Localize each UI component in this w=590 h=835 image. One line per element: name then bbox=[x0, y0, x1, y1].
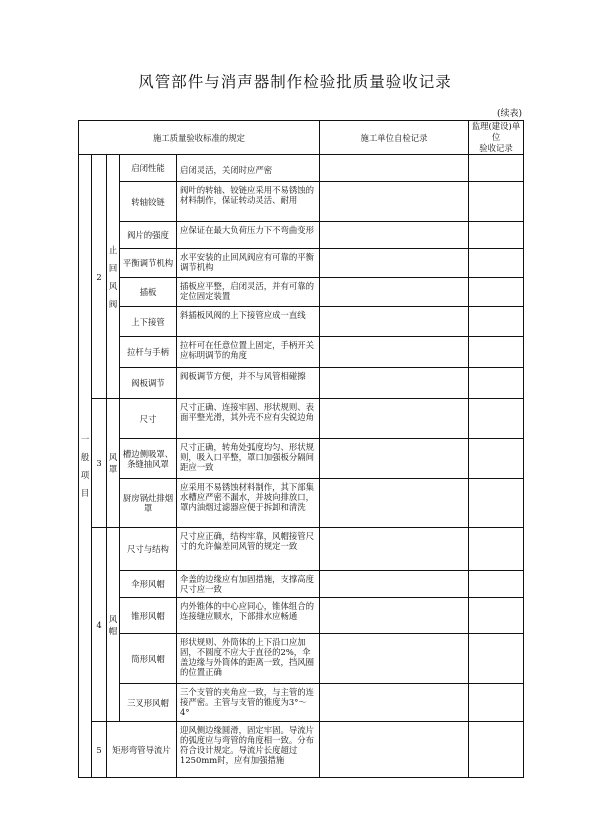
item-name: 上下接管 bbox=[120, 307, 177, 337]
group-num: 4 bbox=[92, 528, 107, 722]
group-name-cell bbox=[107, 155, 120, 399]
table-row bbox=[79, 182, 524, 222]
self-check-cell[interactable] bbox=[320, 307, 469, 337]
supervisor-cell[interactable] bbox=[469, 337, 524, 368]
item-name: 插板 bbox=[120, 278, 177, 307]
header-standard: 施工质量验收标准的规定 bbox=[79, 121, 320, 155]
group-name-cell bbox=[107, 528, 120, 722]
self-check-cell[interactable] bbox=[320, 571, 469, 598]
item-requirement: 水平安装的止回风阀应有可靠的平衡调节机构 bbox=[177, 249, 320, 278]
item-requirement: 插板应平整，启闭灵活，并有可靠的定位固定装置 bbox=[177, 278, 320, 307]
table-row bbox=[79, 528, 524, 571]
supervisor-cell[interactable] bbox=[469, 368, 524, 399]
supervisor-cell[interactable] bbox=[469, 439, 524, 479]
supervisor-cell[interactable] bbox=[469, 222, 524, 249]
item-requirement: 三个支管的夹角应一致，与主管的连接严密。主管与支管的锥度为3°～4° bbox=[177, 684, 320, 722]
item-name: 三叉形风帽 bbox=[120, 684, 177, 722]
item-name: 筒形风帽 bbox=[120, 634, 177, 684]
table-row bbox=[79, 634, 524, 684]
table-row bbox=[79, 155, 524, 182]
item-name: 阀片的强度 bbox=[120, 222, 177, 249]
self-check-cell[interactable] bbox=[320, 399, 469, 439]
table-row bbox=[79, 571, 524, 598]
group-num: 2 bbox=[92, 155, 107, 399]
supervisor-cell[interactable] bbox=[469, 479, 524, 528]
table-row bbox=[79, 222, 524, 249]
self-check-cell[interactable] bbox=[320, 634, 469, 684]
supervisor-cell[interactable] bbox=[469, 571, 524, 598]
table-row bbox=[79, 307, 524, 337]
table-row bbox=[79, 337, 524, 368]
header-supervisor: 监理(建设)单位 验收记录 bbox=[469, 121, 524, 155]
item-name: 槽边侧吸罩、条缝抽风罩 bbox=[120, 439, 177, 479]
self-check-cell[interactable] bbox=[320, 182, 469, 222]
item-name: 厨房锅灶排烟罩 bbox=[120, 479, 177, 528]
item-requirement: 启闭灵活，关闭时应严密 bbox=[177, 155, 320, 182]
item-requirement: 应保证在最大负荷压力下不弯曲变形 bbox=[177, 222, 320, 249]
supervisor-cell[interactable] bbox=[469, 182, 524, 222]
supervisor-cell[interactable] bbox=[469, 598, 524, 634]
self-check-cell[interactable] bbox=[320, 278, 469, 307]
item-requirement: 形状规则、外筒体的上下沿口应加固，不圆度不应大于直径的2%，伞盖边缘与外筒体的距离一致，挡风圈的位置正确 bbox=[177, 634, 320, 684]
self-check-cell[interactable] bbox=[320, 684, 469, 722]
item-name: 阀板调节 bbox=[120, 368, 177, 399]
table-row bbox=[79, 439, 524, 479]
item-name: 尺寸与结构 bbox=[120, 528, 177, 571]
inspection-table bbox=[78, 120, 524, 778]
item-requirement: 应采用不易锈蚀材料制作，其下部集水槽应严密不漏水，并坡向排放口，罩内油烟过滤器应便于拆卸和清洗 bbox=[177, 479, 320, 528]
supervisor-cell[interactable] bbox=[469, 155, 524, 182]
item-name: 矩形弯管导流片 bbox=[107, 722, 177, 778]
item-requirement: 尺寸应正确，结构牢靠，风帽接管尺寸的允许偏差同风管的规定一致 bbox=[177, 528, 320, 571]
table-row bbox=[79, 399, 524, 439]
item-requirement: 迎风侧边缘圆滑，固定牢固。导流片的弧度应与弯管的角度相一致。分布符合设计规定。导流片长度超过1250mm时，应有加强措施 bbox=[177, 722, 320, 778]
self-check-cell[interactable] bbox=[320, 337, 469, 368]
group-name: 风帽 bbox=[108, 613, 118, 636]
supervisor-cell[interactable] bbox=[469, 722, 524, 778]
supervisor-cell[interactable] bbox=[469, 634, 524, 684]
supervisor-cell[interactable] bbox=[469, 278, 524, 307]
item-name: 启闭性能 bbox=[120, 155, 177, 182]
table-row bbox=[79, 249, 524, 278]
item-name: 伞形风帽 bbox=[120, 571, 177, 598]
supervisor-cell[interactable] bbox=[469, 249, 524, 278]
item-requirement: 内外锥体的中心应同心，锥体组合的连接缝应顺水，下部排水应畅通 bbox=[177, 598, 320, 634]
item-name: 拉杆与手柄 bbox=[120, 337, 177, 368]
table-row bbox=[79, 684, 524, 722]
supervisor-cell[interactable] bbox=[469, 528, 524, 571]
item-name: 平衡调节机构 bbox=[120, 249, 177, 278]
table-row bbox=[79, 479, 524, 528]
self-check-cell[interactable] bbox=[320, 722, 469, 778]
group-num: 3 bbox=[92, 399, 107, 528]
item-requirement: 尺寸正确，转角处弧度均匀、形状规则，吸入口平整，罩口加强板分隔间距应一致 bbox=[177, 439, 320, 479]
item-requirement: 拉杆可在任意位置上固定，手柄开关应标明调节的角度 bbox=[177, 337, 320, 368]
self-check-cell[interactable] bbox=[320, 155, 469, 182]
self-check-cell[interactable] bbox=[320, 528, 469, 571]
item-name: 转轴铰链 bbox=[120, 182, 177, 222]
self-check-cell[interactable] bbox=[320, 222, 469, 249]
item-requirement: 阀板调节方便，并不与风管相碰擦 bbox=[177, 368, 320, 399]
item-requirement: 尺寸正确、连接牢固、形状规则、表面平整光滑，其外壳不应有尖锐边角 bbox=[177, 399, 320, 439]
continued-label: (续表) bbox=[496, 109, 522, 119]
item-requirement: 斜插板风阀的上下接管应成一直线 bbox=[177, 307, 320, 337]
group-name-cell bbox=[107, 399, 120, 528]
group-num: 5 bbox=[92, 722, 107, 778]
item-name: 尺寸 bbox=[120, 399, 177, 439]
item-requirement: 伞盖的边缘应有加固措施，支撑高度尺寸应一致 bbox=[177, 571, 320, 598]
item-name: 锥形风帽 bbox=[120, 598, 177, 634]
supervisor-cell[interactable] bbox=[469, 399, 524, 439]
table-header-row bbox=[79, 121, 524, 155]
table-row bbox=[79, 722, 524, 778]
section-label: 一般项目 bbox=[80, 434, 90, 498]
self-check-cell[interactable] bbox=[320, 598, 469, 634]
supervisor-cell[interactable] bbox=[469, 307, 524, 337]
page-title: 风管部件与消声器制作检验批质量验收记录 bbox=[138, 73, 452, 91]
self-check-cell[interactable] bbox=[320, 368, 469, 399]
item-requirement: 阀叶的转轴、铰链应采用不易锈蚀的材料制作，保证转动灵活、耐用 bbox=[177, 182, 320, 222]
self-check-cell[interactable] bbox=[320, 439, 469, 479]
table-row bbox=[79, 368, 524, 399]
table-row bbox=[79, 598, 524, 634]
supervisor-cell[interactable] bbox=[469, 684, 524, 722]
self-check-cell[interactable] bbox=[320, 249, 469, 278]
self-check-cell[interactable] bbox=[320, 479, 469, 528]
section-cell bbox=[79, 155, 92, 778]
group-name: 止回风阀 bbox=[108, 244, 118, 309]
group-name: 风罩 bbox=[108, 452, 118, 474]
table-row bbox=[79, 278, 524, 307]
header-self-check: 施工单位自检记录 bbox=[320, 121, 469, 155]
